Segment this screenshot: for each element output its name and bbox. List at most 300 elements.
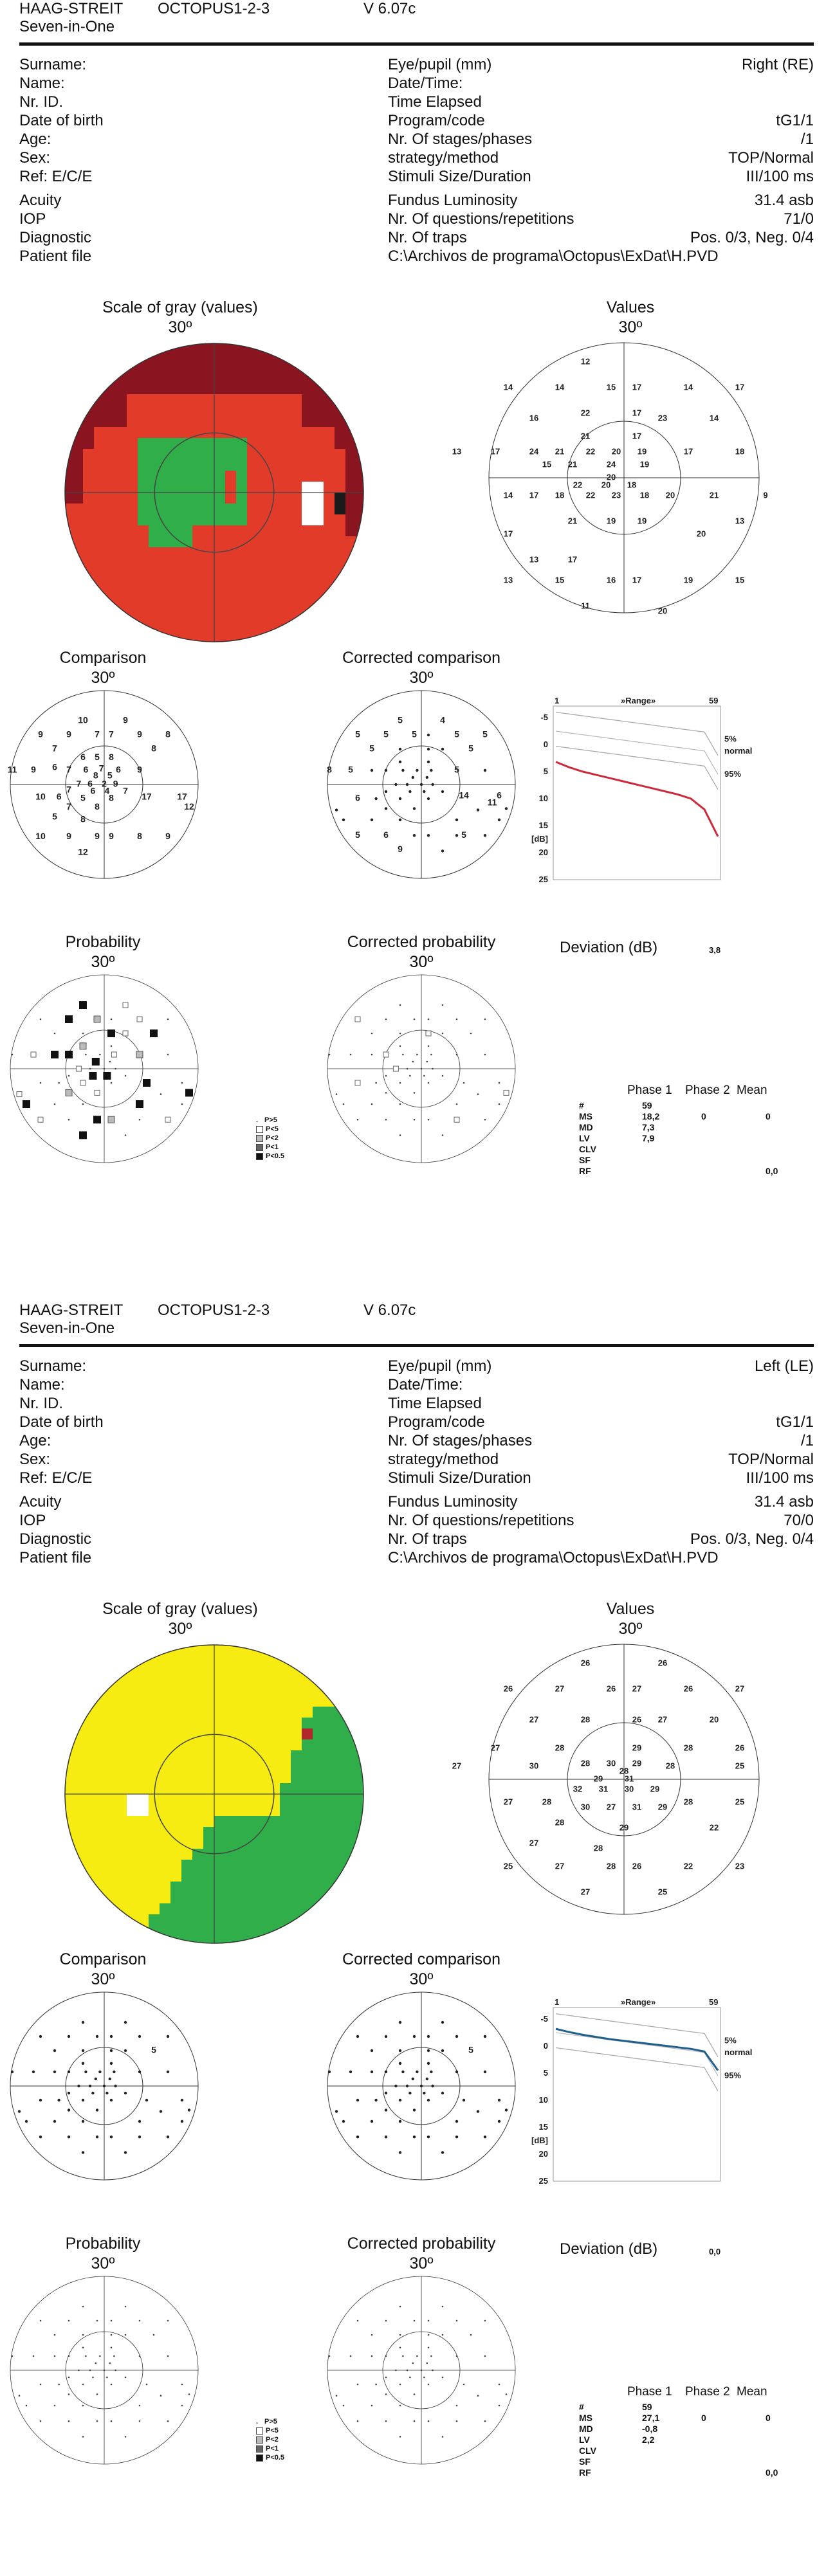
gray-cell <box>160 558 170 569</box>
gray-cell <box>203 1674 214 1685</box>
prob-point-normal <box>371 1103 373 1105</box>
gray-cell <box>247 1728 258 1739</box>
patient_labels-line: Age: <box>19 1432 51 1449</box>
prob-point-normal <box>40 2420 42 2422</box>
gray-cell <box>160 569 170 580</box>
gray-cell <box>214 471 225 482</box>
exam_values-line <box>566 1548 814 1567</box>
gray-cell <box>225 482 236 493</box>
gray-cell <box>247 471 258 482</box>
values-map <box>452 1641 762 1918</box>
prob-point-normal <box>68 2377 70 2379</box>
gray-cell <box>302 613 313 624</box>
gray-cell <box>236 471 247 482</box>
gray-cell <box>291 1718 302 1728</box>
threshold-value: 13 <box>735 516 745 526</box>
gray-cell <box>291 1783 302 1794</box>
gray-cell <box>203 449 214 460</box>
gray-cell <box>149 613 160 624</box>
gray-cell <box>302 602 313 613</box>
gray-cell <box>269 1696 280 1707</box>
gray-cell <box>291 416 302 427</box>
gray-cell <box>192 482 203 493</box>
prob-point-normal <box>125 2334 127 2336</box>
gray-cell <box>313 1925 324 1936</box>
gray-cell <box>214 1871 225 1882</box>
prob-point-normal <box>336 2395 338 2397</box>
gray-cell <box>203 1805 214 1816</box>
test-point-dot <box>441 849 444 852</box>
prob-point-normal <box>456 2320 458 2322</box>
gray-cell <box>335 1739 345 1750</box>
gray-cell <box>280 635 291 646</box>
exam_values-line: /1 <box>800 1432 814 1449</box>
test-point-dot <box>96 2136 98 2138</box>
prob-point-normal <box>96 2393 98 2395</box>
test-point-dot <box>484 2071 486 2073</box>
gray-cell <box>160 1838 170 1849</box>
gray-cell <box>127 1871 138 1882</box>
gray-cell <box>181 1685 192 1696</box>
header-divider <box>19 42 814 46</box>
gray-cell <box>149 635 160 646</box>
gray-cell <box>170 1805 181 1816</box>
gray-cell <box>313 1860 324 1871</box>
gray-cell <box>94 1750 105 1761</box>
gray-cell <box>313 361 324 372</box>
gray-cell <box>160 427 170 438</box>
gray-cell <box>138 1783 149 1794</box>
gray-cell <box>105 427 116 438</box>
exam_labels-line: C:\Archivos de programa\Octopus\ExDat\H.PVD <box>388 248 719 265</box>
threshold-value: 9 <box>95 831 100 842</box>
gray-cell <box>61 372 72 383</box>
test-point-dot <box>477 808 479 811</box>
gray-cell <box>291 547 302 558</box>
threshold-value: 28 <box>683 1797 693 1807</box>
gray-cell <box>302 427 313 438</box>
gray-cell <box>127 1674 138 1685</box>
gray-cell <box>94 1925 105 1936</box>
prob-point-normal <box>442 2436 444 2438</box>
gray-cell <box>149 438 160 449</box>
gray-cell <box>192 1783 203 1794</box>
gray-cell <box>127 1892 138 1903</box>
gray-cell <box>170 1849 181 1860</box>
gray-cell <box>170 350 181 361</box>
gray-cell <box>105 1739 116 1750</box>
gray-cell <box>313 514 324 525</box>
gray-cell <box>116 591 127 602</box>
gray-cell <box>127 1925 138 1936</box>
gray-cell <box>192 1674 203 1685</box>
test-point-dot <box>39 2136 42 2138</box>
gray-cell <box>225 372 236 383</box>
gray-cell <box>72 1903 83 1914</box>
prob-point-normal <box>160 1093 162 1095</box>
patient_labels-line: Nr. ID. <box>19 1395 64 1412</box>
gray-cell <box>105 416 116 427</box>
legend-item <box>256 2435 284 2444</box>
gray-cell <box>345 372 356 383</box>
threshold-value: 27 <box>503 1797 513 1807</box>
gray-cell <box>236 1783 247 1794</box>
gray-cell <box>105 624 116 635</box>
gray-cell <box>127 1936 138 1947</box>
gray-cell <box>225 1718 236 1728</box>
gray-cell <box>127 525 138 536</box>
gray-cell <box>138 394 149 405</box>
threshold-value: 17 <box>735 382 745 392</box>
legend-label: P>5 <box>264 1116 277 1124</box>
gray-cell <box>160 482 170 493</box>
phase-cell: 59 <box>642 1100 652 1111</box>
exam-values <box>566 1357 814 1567</box>
test-point-dot <box>124 2021 127 2024</box>
gray-cell <box>280 1860 291 1871</box>
gray-cell <box>61 1739 72 1750</box>
gray-cell <box>345 613 356 624</box>
gray-cell <box>203 613 214 624</box>
prob-point-p05 <box>79 1131 87 1139</box>
prob-point-normal <box>402 2355 404 2357</box>
gray-cell <box>214 635 225 646</box>
gray-cell <box>94 405 105 416</box>
prob-point-normal <box>111 2384 113 2386</box>
prob-point-normal <box>82 2384 84 2386</box>
prob-point-p5 <box>383 1052 389 1057</box>
test-point-dot <box>484 2035 486 2038</box>
gray-cell <box>247 591 258 602</box>
gray-cell <box>160 1772 170 1783</box>
phase-table-row <box>579 1100 811 1111</box>
gray-cell <box>203 1794 214 1805</box>
test-point-dot <box>431 783 434 786</box>
gray-cell <box>345 361 356 372</box>
gray-cell <box>313 482 324 493</box>
threshold-value: 7 <box>109 729 114 739</box>
prob-point-normal <box>385 1119 387 1121</box>
test-point-dot <box>441 790 444 793</box>
test-point-dot <box>167 2136 169 2138</box>
threshold-value: 15 <box>542 459 552 469</box>
gray-cell <box>127 503 138 514</box>
gray-cell <box>203 1914 214 1925</box>
gray-cell <box>214 536 225 547</box>
gray-cell <box>138 1860 149 1871</box>
gray-cell <box>214 580 225 591</box>
gray-cell <box>225 350 236 361</box>
gray-cell <box>247 460 258 471</box>
gray-cell <box>302 1871 313 1882</box>
threshold-value: 27 <box>555 1683 565 1694</box>
prob-point-normal <box>442 2306 444 2308</box>
gray-cell <box>258 1728 269 1739</box>
gray-cell <box>72 525 83 536</box>
gray-cell <box>192 525 203 536</box>
gray-cell <box>192 1772 203 1783</box>
threshold-value: 27 <box>632 1683 642 1694</box>
gray-cell <box>203 1936 214 1947</box>
gray-cell <box>225 1707 236 1718</box>
gray-cell <box>269 1882 280 1892</box>
gray-cell <box>72 514 83 525</box>
gray-cell <box>149 1728 160 1739</box>
prob-point-normal <box>68 2355 70 2357</box>
gray-cell <box>345 1914 356 1925</box>
test-point-dot <box>385 2092 387 2094</box>
gray-cell <box>324 1816 335 1827</box>
gray-cell <box>313 580 324 591</box>
gray-cell <box>236 569 247 580</box>
gray-cell <box>138 1761 149 1772</box>
gray-cell <box>269 361 280 372</box>
test-point-dot <box>342 2120 345 2123</box>
gray-cell <box>116 493 127 503</box>
gray-cell <box>116 1882 127 1892</box>
threshold-value: 25 <box>735 1797 745 1807</box>
range-y-tick: 15 <box>538 2122 548 2132</box>
gray-cell <box>324 1728 335 1739</box>
gray-cell <box>324 1707 335 1718</box>
prob-point-normal <box>371 2355 373 2357</box>
gray-cell <box>127 471 138 482</box>
gray-cell <box>269 1816 280 1827</box>
gray-cell <box>258 613 269 624</box>
prob-point-normal <box>139 2405 141 2407</box>
threshold-value: 27 <box>657 1714 668 1725</box>
gray-cell <box>105 613 116 624</box>
gray-cell <box>192 460 203 471</box>
test-point-dot <box>416 2071 418 2073</box>
gray-cell <box>356 416 367 427</box>
gray-cell <box>203 1816 214 1827</box>
test-point-dot <box>18 2110 21 2112</box>
gray-cell <box>72 1783 83 1794</box>
gray-cell <box>105 1783 116 1794</box>
test-point-dot <box>427 761 430 763</box>
gray-cell <box>105 1914 116 1925</box>
threshold-value: 6 <box>116 764 121 775</box>
gray-cell <box>160 1696 170 1707</box>
gray-cell <box>170 602 181 613</box>
gray-cell <box>302 1739 313 1750</box>
gray-cell <box>324 1925 335 1936</box>
prob-point-normal <box>399 1134 401 1136</box>
prob-point-normal <box>96 2420 98 2422</box>
threshold-value: 10 <box>35 791 46 802</box>
gray-cell <box>247 482 258 493</box>
gray-cell <box>83 394 94 405</box>
gray-cell <box>247 514 258 525</box>
threshold-value: 6 <box>383 829 389 840</box>
gray-cell <box>313 1641 324 1652</box>
gray-cell <box>116 1663 127 1674</box>
test-point-dot <box>57 2099 60 2101</box>
version-label: V 6.07c <box>363 0 416 17</box>
gray-cell <box>356 1674 367 1685</box>
gray-cell <box>105 405 116 416</box>
gray-cell <box>149 1707 160 1718</box>
threshold-value: 7 <box>66 764 71 775</box>
test-point-dot <box>68 2092 70 2094</box>
prob-point-normal <box>109 1061 111 1063</box>
gray-cell <box>127 1728 138 1739</box>
range-y-tick: 10 <box>538 2095 548 2105</box>
gray-cell <box>127 1685 138 1696</box>
gray-cell <box>324 569 335 580</box>
gray-cell <box>203 525 214 536</box>
prob-point-normal <box>499 1103 500 1105</box>
prob-point-normal <box>181 1103 183 1105</box>
gray-cell <box>258 602 269 613</box>
corrected-comparison-map <box>325 688 518 881</box>
gray-cell <box>181 1652 192 1663</box>
gray-cell <box>116 1849 127 1860</box>
gray-cell <box>105 635 116 646</box>
gray-cell <box>214 383 225 394</box>
gray-cell <box>149 1739 160 1750</box>
threshold-value: 25 <box>503 1861 513 1871</box>
gray-cell <box>356 1696 367 1707</box>
test-point-dot <box>82 2021 84 2024</box>
gray-cell <box>61 1674 72 1685</box>
test-point-dot <box>385 2071 387 2073</box>
gray-cell <box>345 1871 356 1882</box>
gray-cell <box>345 1707 356 1718</box>
threshold-value: 4 <box>440 714 445 725</box>
gray-cell <box>214 340 225 350</box>
test-point-dot <box>68 2035 70 2038</box>
test-point-dot <box>335 808 338 811</box>
gray-cell <box>61 1936 72 1947</box>
gray-cell <box>313 613 324 624</box>
deviation-value: 3,8 <box>709 945 721 955</box>
gray-cell <box>302 394 313 405</box>
gray-cell <box>324 340 335 350</box>
gray-cell <box>356 405 367 416</box>
exam_labels-line: Time Elapsed <box>388 93 482 111</box>
gray-cell <box>61 383 72 394</box>
gray-cell <box>225 1892 236 1903</box>
gray-cell <box>247 1816 258 1827</box>
gray-cell <box>214 1925 225 1936</box>
gray-cell <box>72 591 83 602</box>
prob-point-normal <box>33 2355 35 2357</box>
gray-cell <box>72 1871 83 1882</box>
test-point-dot <box>356 2136 359 2138</box>
legend-item <box>256 2426 284 2435</box>
gray-cell <box>214 1674 225 1685</box>
threshold-value: 6 <box>56 791 62 802</box>
gray-cell <box>170 1728 181 1739</box>
threshold-value: 12 <box>78 846 88 857</box>
gray-cell <box>94 503 105 514</box>
phase-cell: 0 <box>766 1111 771 1121</box>
gray-cell <box>335 460 345 471</box>
gray-cell <box>247 361 258 372</box>
test-point-dot <box>455 834 458 837</box>
gray-cell <box>105 438 116 449</box>
prob-point-p05 <box>92 1058 100 1066</box>
gray-cell <box>61 1903 72 1914</box>
prob-point-normal <box>428 2347 430 2349</box>
gray-cell <box>258 1707 269 1718</box>
gray-cell <box>94 514 105 525</box>
range-y-tick: 0 <box>543 2041 548 2051</box>
gray-cell <box>160 1685 170 1696</box>
gray-cell <box>116 558 127 569</box>
gray-cell <box>105 1838 116 1849</box>
gray-cell <box>105 350 116 361</box>
prob-point-normal <box>104 1068 106 1070</box>
test-point-dot <box>427 797 430 800</box>
prob-point-normal <box>68 1119 70 1121</box>
test-point-dot <box>371 2071 373 2073</box>
gray-cell <box>247 1903 258 1914</box>
gray-cell <box>324 427 335 438</box>
gray-cell <box>94 1827 105 1838</box>
gray-cell <box>247 624 258 635</box>
phase-cell: -0,8 <box>642 2424 658 2434</box>
gray-cell <box>214 591 225 602</box>
legend-label: P<1 <box>266 1143 279 1151</box>
gray-cell <box>335 1783 345 1794</box>
prob-point-p5 <box>393 1066 398 1071</box>
gray-cell <box>181 482 192 493</box>
patient_labels-line: Sex: <box>19 149 51 167</box>
gray-cell <box>127 427 138 438</box>
gray-cell <box>83 591 94 602</box>
gray-cell <box>302 361 313 372</box>
threshold-value: 8 <box>165 729 170 739</box>
gray-cell <box>94 471 105 482</box>
gray-cell <box>170 1816 181 1827</box>
gray-cell <box>280 1685 291 1696</box>
gray-cell <box>83 1663 94 1674</box>
gray-cell <box>116 1805 127 1816</box>
gray-cell <box>83 1674 94 1685</box>
gray-cell <box>335 427 345 438</box>
threshold-value: 26 <box>503 1683 513 1694</box>
test-point-dot <box>124 2092 127 2094</box>
exam_values-line <box>566 1375 814 1394</box>
gray-cell <box>236 1685 247 1696</box>
gray-cell <box>127 1718 138 1728</box>
gray-cell <box>280 525 291 536</box>
gray-cell <box>61 536 72 547</box>
test-point-dot <box>103 2085 106 2087</box>
threshold-value: 26 <box>606 1683 616 1694</box>
test-point-dot <box>399 2151 401 2154</box>
gray-cell <box>116 525 127 536</box>
threshold-value: 9 <box>66 831 71 842</box>
gray-cell <box>72 482 83 493</box>
gray-cell <box>258 1783 269 1794</box>
comparison-map <box>8 1990 201 2182</box>
gray-cell <box>302 1685 313 1696</box>
gray-cell <box>236 1892 247 1903</box>
gray-cell <box>181 1783 192 1794</box>
deviation-label: Deviation (dB) <box>560 939 658 956</box>
threshold-value: 27 <box>606 1802 616 1812</box>
gray-cell <box>236 1794 247 1805</box>
gray-cell <box>61 1860 72 1871</box>
gray-cell <box>280 1892 291 1903</box>
gray-cell <box>138 460 149 471</box>
gray-cell <box>72 1892 83 1903</box>
prob-point-normal <box>484 1054 486 1056</box>
